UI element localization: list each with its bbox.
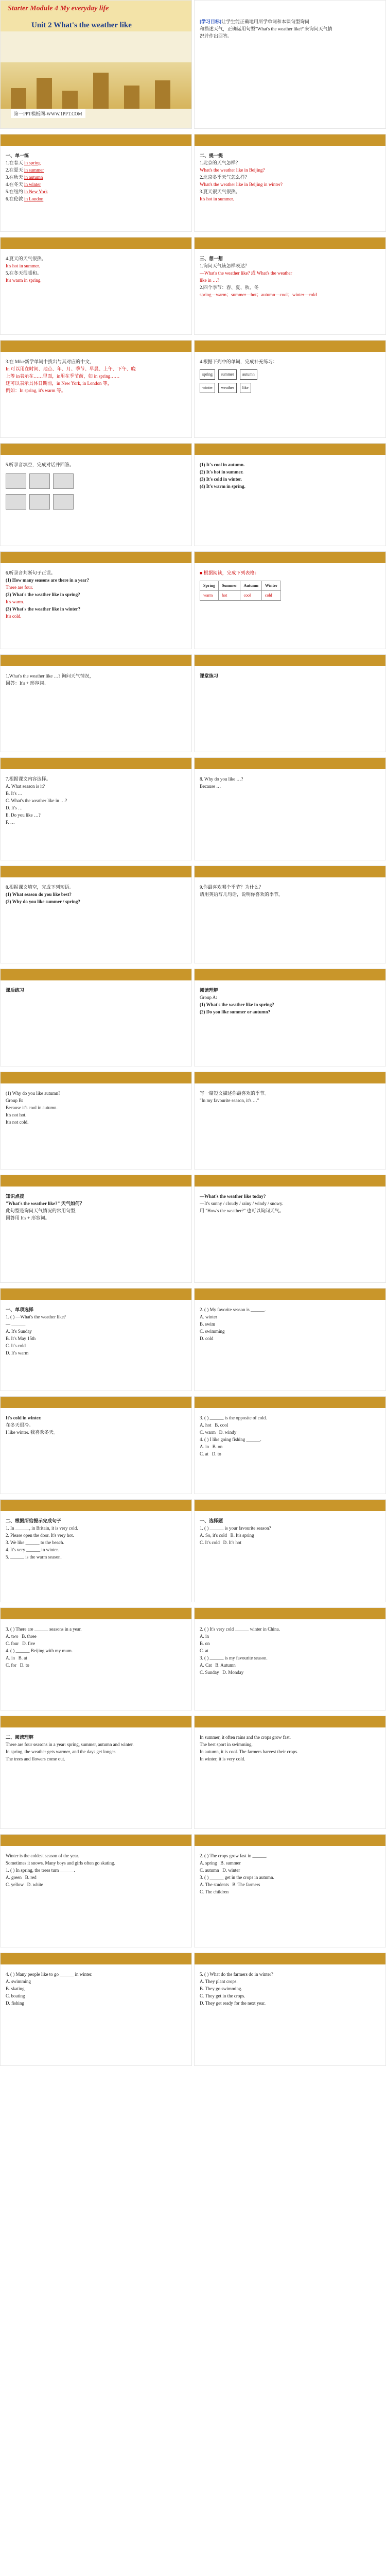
slide-reading-4: 2. ( ) The crops grow fast in ______. A. spring B. summer C. autumn D. winter 3. ( ) ______ get in the crops in autumn. A. The students B. The farmers C. The children bbox=[194, 1834, 386, 1947]
slide-practice-1: 一、单一练 1.在春天 in spring 2.在夏天 in summer 3.在秋天 in autumn 4.在冬天 in winter 5.在纽约 in New York 6.在伦敦 in London bbox=[0, 134, 192, 232]
slide-classroom: 课堂练习 bbox=[194, 654, 386, 752]
slide-knowledge: 知识点拨 "What's the weather like?" 天气如何？ 此句型是询问天气情况的常用句型， 回答用 It's + 形容词。 bbox=[0, 1175, 192, 1283]
unit-title: Unit 2 What's the weather like bbox=[31, 21, 132, 29]
slide-mcq-1: 一、单项选择 1. ( ) —What's the weather like? — ______ A. It's Sunday B. It's May 15th C. It's cold D. It's warm bbox=[0, 1288, 192, 1391]
slide-complete: 二、根据所给提示完成句子 1. In ______, in Britain, it is very cold. 2. Please open the door. It's very hot. 3. We like ______ to the beach. 4. It's very ______ in winter. 5. ______ is the warm season. bbox=[0, 1499, 192, 1602]
slide-group-b: (1) Why do you like autumn? Group B: Because it's cool in autumn. It's not hot. It's not cold. bbox=[0, 1072, 192, 1170]
city-illustration bbox=[1, 62, 191, 109]
word-boxes: spring summer autumn winter weather like bbox=[200, 369, 267, 393]
site-watermark: 第一PPT模板网-WWW.1PPT.COM bbox=[11, 109, 85, 118]
slide-choice-2: 3. ( ) There are ______ seasons in a year. A. two B. three C. four D. five 4. ( ) ______ Beijing with my mum. A. in B. at C. for D. to bbox=[0, 1607, 192, 1710]
slide-summary: 1.What's the weather like …? 询问天气情况， 回答：It's + 形容词。 bbox=[0, 654, 192, 752]
slide-why: 8. Why do you like …? Because … bbox=[194, 757, 386, 860]
slide-true-false: 6.听录音判断句子正误。 (1) How many seasons are there in a year? There are four. (2) What's the weather like in spring? It's warm. (3) What's the weather like in winter? It's cold. bbox=[0, 551, 192, 649]
slide-practice-2: 二、提一提 1.北京的天气怎样？ What's the weather like in Beijing? 2.北京冬季天气怎么样？ What's the weather like in Beijing in winter? 3.夏天很天气很热。 It's hot in summer. bbox=[194, 134, 386, 232]
slide-title bbox=[0, 0, 192, 129]
picture-row bbox=[6, 473, 186, 489]
slide-reading-3: Winter is the coldest season of the year. Sometimes it snows. Many boys and girls often go skating. 1. ( ) In spring, the trees turn ______. A. green B. red C. yellow D. white bbox=[0, 1834, 192, 1947]
slide-listen: 5.听录音填空，完成对话并回答。 bbox=[0, 443, 192, 546]
slide-reading-2: In summer, it often rains and the crops grow fast. The best sport in swimming. In autumn, it is cool. The farmers harvest their crops. In winter, it is very cold. bbox=[194, 1716, 386, 1829]
slide-choose: 7.根据课文内容选择。 A. What season is it? B. It's … C. What's the weather like in …? D. It's … E. Do you like …? F. … bbox=[0, 757, 192, 860]
slide-mcq-2: 2. ( ) My favorite season is ______. A. winter B. swim C. swimming D. cold bbox=[194, 1288, 386, 1391]
module-title: Starter Module 4 My everyday life bbox=[8, 5, 109, 12]
slide-objectives: [学习目标]让学生能正确地用所学单词和本课句型询问 和描述天气，正确运用句型"What's the weather like?"来询问天气情 况并作出回答。 bbox=[194, 0, 386, 129]
slide-table: ■ 根据阅读，完成下列表格： Spring Summer Autumn Winter warm hot cool cold bbox=[194, 551, 386, 649]
slide-reading-6: 5. ( ) What do the farmers do in winter? A. They plant crops. B. They go swimming. C. They get in the crops. D. They get ready for the next year. bbox=[194, 1953, 386, 2066]
slide-practice-3: 4.夏天的天气很热。 It's hot in summer. 5.在冬天很暖和。 It's warm in spring. bbox=[0, 237, 192, 335]
slide-listen-answers: (1) It's cool in autumn. (2) It's hot in summer. (3) It's cold in winter. (4) It's warm in spring. bbox=[194, 443, 386, 546]
slide-choice: 一、选择题 1. ( ) ______ is your favourite season? A. So, it's cold B. It's spring C. It's cold D. It's hot bbox=[194, 1499, 386, 1602]
slide-essay: 写一篇短文描述你最喜欢的季节。 "In my favourite season, it's …" bbox=[194, 1072, 386, 1170]
slide-reading-1: 二、阅读理解 There are four seasons in a year: spring, summer, autumn and winter. In spring, the weather gets warmer, and the days get longer. The trees and flowers come out. bbox=[0, 1716, 192, 1829]
objective-heading: [学习目标] bbox=[200, 19, 221, 24]
season-table: Spring Summer Autumn Winter warm hot cool cold bbox=[200, 581, 281, 601]
slide-choice-3: 2. ( ) It's very cold ______ winter in China. A. in B. on C. at 3. ( ) ______ is my favourite season. A. Cat B. Autumn C. Sunday D. Monday bbox=[194, 1607, 386, 1710]
slide-note: It's cold in winter. 在冬天很冷。 I like winter. 我喜欢冬天。 bbox=[0, 1396, 192, 1494]
slide-mcq-3: 3. ( ) ______ is the opposite of cold. A. hot B. cool C. warm D. windy 4. ( ) I like going fishing ______. A. in B. on C. at D. to bbox=[194, 1396, 386, 1494]
slide-homework: 课后练习 bbox=[0, 969, 192, 1066]
slide-reading-5: 4. ( ) Many people like to go ______ in winter. A. swimming B. skating C. boating D. fishing bbox=[0, 1953, 192, 2066]
slide-grammar: 3.在 Mike新学单词中找出与其对应的中文， In 可以用在时间、地点、年、月、季节、早晨、上午、下午、晚 上等 in表示在……里面，in用在季节前，如 in spring…… 还可以表示具体日期前，in New York, in London 等， 例如：In spring, it's warm 等。 bbox=[0, 340, 192, 438]
slide-fill-phrases: 8.根据课文填空，完成下列短语。 (1) What season do you like best? (2) Why do you like summer / spring? bbox=[0, 866, 192, 963]
slide-knowledge-2: —What's the weather like today? —It's sunny / cloudy / rainy / windy / snowy. 用 "How's the weather?" 也可以询问天气。 bbox=[194, 1175, 386, 1283]
slide-word-boxes: 4.根据下列中的单词，完成补充练习： spring summer autumn winter weather like bbox=[194, 340, 386, 438]
slide-reading-groups: 阅读理解 Group A: (1) What's the weather like in spring? (2) Do you like summer or autumn? bbox=[194, 969, 386, 1066]
slide-think: 三、想一想 1.询问天气该怎样表达？ —What's the weather like? 或 What's the weather like in …? 2.四个季节：春、夏、秋、冬 spring—warm；summer—hot；autumn—cool；winter—cold bbox=[194, 237, 386, 335]
slide-writing: 9.你最喜欢哪个季节？为什么？ 请用英语写几句话，说明你喜欢的季节。 bbox=[194, 866, 386, 963]
